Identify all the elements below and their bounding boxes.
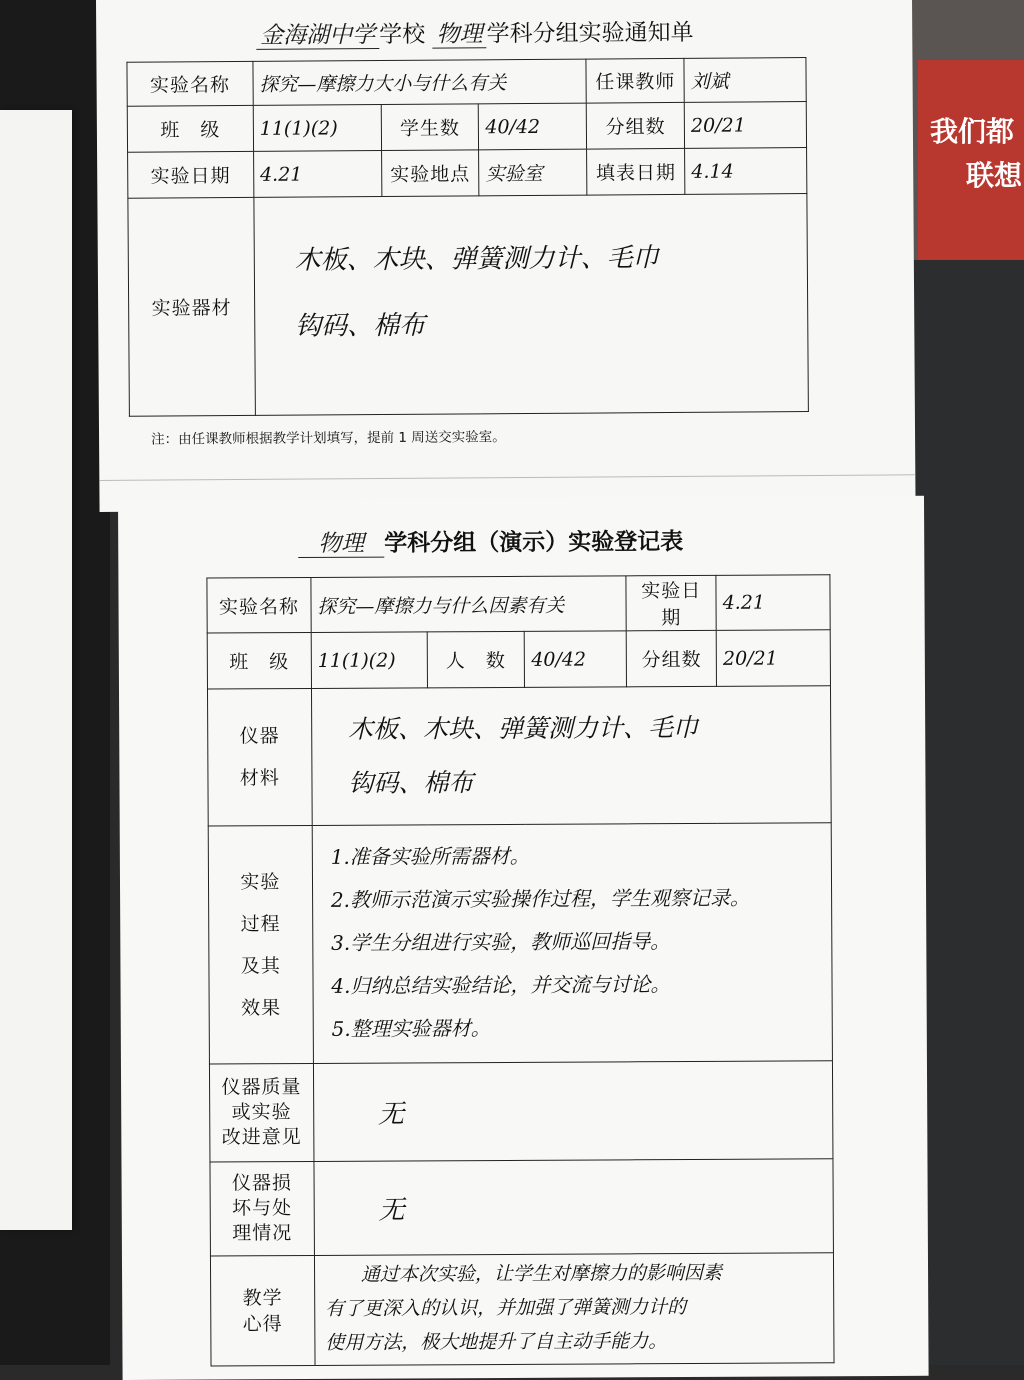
reg-value-date: 4.21 [716,575,830,631]
materials-line1: 木板、木块、弹簧测力计、毛巾 [347,712,699,744]
reg-value-groups: 20/21 [716,630,830,687]
value-date: 4.21 [253,151,381,198]
school-suffix: 学校 [379,21,426,49]
label-location: 实验地点 [381,150,479,197]
process-step-2: 2.教师示范演示实验操作过程，学生观察记录。 [330,885,751,912]
equipment-line1: 木板、木块、弹簧测力计、毛巾 [294,243,659,276]
reg-label-damage [210,1161,314,1256]
process-step-4: 4.归纳总结实验结论，并交流与讨论。 [331,972,671,998]
reg-label-process [208,825,313,1064]
process-step-3: 3.学生分组进行实验，教师巡回指导。 [331,929,671,955]
value-students: 40/42 [479,103,587,150]
process-step-5: 5.整理实验器材。 [331,1016,491,1041]
notice-title-suffix: 学科分组实验通知单 [486,19,694,48]
damage-label-1: 仪器损 [231,1172,293,1195]
reg-value-people: 40/42 [525,631,627,688]
reg-value-quality: 无 [313,1061,833,1162]
reg-label-people: 人 数 [427,631,525,688]
process-label-3: 及其 [240,954,281,977]
school-name: 金海湖中学 [256,22,379,50]
value-fill-date: 4.14 [685,148,807,195]
process-label-1: 实验 [240,870,281,893]
reflection-line2: 有了更深入的认识，并加强了弹簧测力计的 [324,1296,687,1320]
register-sheet [118,496,929,1380]
quality-label-1: 仪器质量 [221,1076,302,1099]
register-title-suffix: 学科分组（演示）实验登记表 [384,529,684,557]
label-equipment: 实验器材 [128,197,255,416]
materials-label-1: 仪器 [239,725,280,748]
notice-subject: 物理 [432,21,486,48]
reflection-label-1: 教学 [242,1286,283,1309]
fold-line [99,474,915,481]
reflection-line3: 使用方法，极大地提升了自主动手能力。 [325,1330,668,1354]
materials-line2: 钩码、棉布 [348,768,474,798]
quality-label-2: 或实验 [231,1101,292,1124]
process-label-4: 效果 [240,996,282,1019]
label-groups: 分组数 [587,102,685,149]
value-class: 11(1)(2) [253,105,381,152]
reg-value-materials [311,686,831,826]
background-desk [912,260,1024,1365]
process-step-1: 1.准备实验所需器材。 [330,843,530,869]
reg-label-date: 实验日期 [626,575,716,630]
reg-label-materials [207,688,312,826]
damage-label-3: 理情况 [232,1222,293,1245]
background-paper-left [0,110,72,1230]
label-experiment-name: 实验名称 [127,61,253,106]
reg-value-process [312,823,832,1064]
reg-value-class: 11(1)(2) [311,632,427,689]
label-teacher: 任课教师 [586,58,684,103]
notice-sheet [96,0,916,512]
value-teacher: 刘斌 [684,58,806,103]
book-text-line1: 我们都 [930,115,1015,148]
book-text-line2: 联想 [966,159,1023,192]
register-table [206,574,834,1366]
background-book-text [930,110,1022,198]
value-location: 实验室 [479,149,587,196]
reg-label-class: 班 级 [207,632,311,689]
notice-title [256,14,694,50]
equipment-line2: 钩码、棉布 [294,310,426,342]
value-experiment-name: 探究—摩擦力大小与什么有关 [253,59,587,105]
materials-label-2: 材料 [239,767,280,790]
label-class: 班 级 [127,105,253,152]
value-groups: 20/21 [684,102,806,149]
reg-value-damage: 无 [314,1159,834,1256]
reflection-line1: 通过本次实验，让学生对摩擦力的影响因素 [360,1261,722,1286]
reg-label-experiment-name: 实验名称 [207,577,311,633]
register-subject: 物理 [298,531,384,558]
label-date: 实验日期 [128,151,254,198]
reg-label-quality [209,1063,313,1162]
process-label-2: 过程 [240,912,281,935]
quality-label-3: 改进意见 [221,1126,302,1149]
reg-value-reflection [314,1253,834,1366]
value-equipment [254,194,809,416]
notice-note: 注：由任课教师根据教学计划填写，提前 1 周送交实验室。 [151,429,506,448]
reflection-label-2: 心得 [242,1312,283,1335]
reg-label-reflection [210,1255,314,1366]
label-students: 学生数 [381,104,479,151]
register-title [298,523,683,558]
damage-label-2: 坏与处 [232,1197,293,1220]
notice-table [126,57,808,417]
reg-value-experiment-name: 探究—摩擦力与什么因素有关 [311,576,627,633]
reg-label-groups: 分组数 [627,630,717,686]
label-fill-date: 填表日期 [587,148,685,195]
